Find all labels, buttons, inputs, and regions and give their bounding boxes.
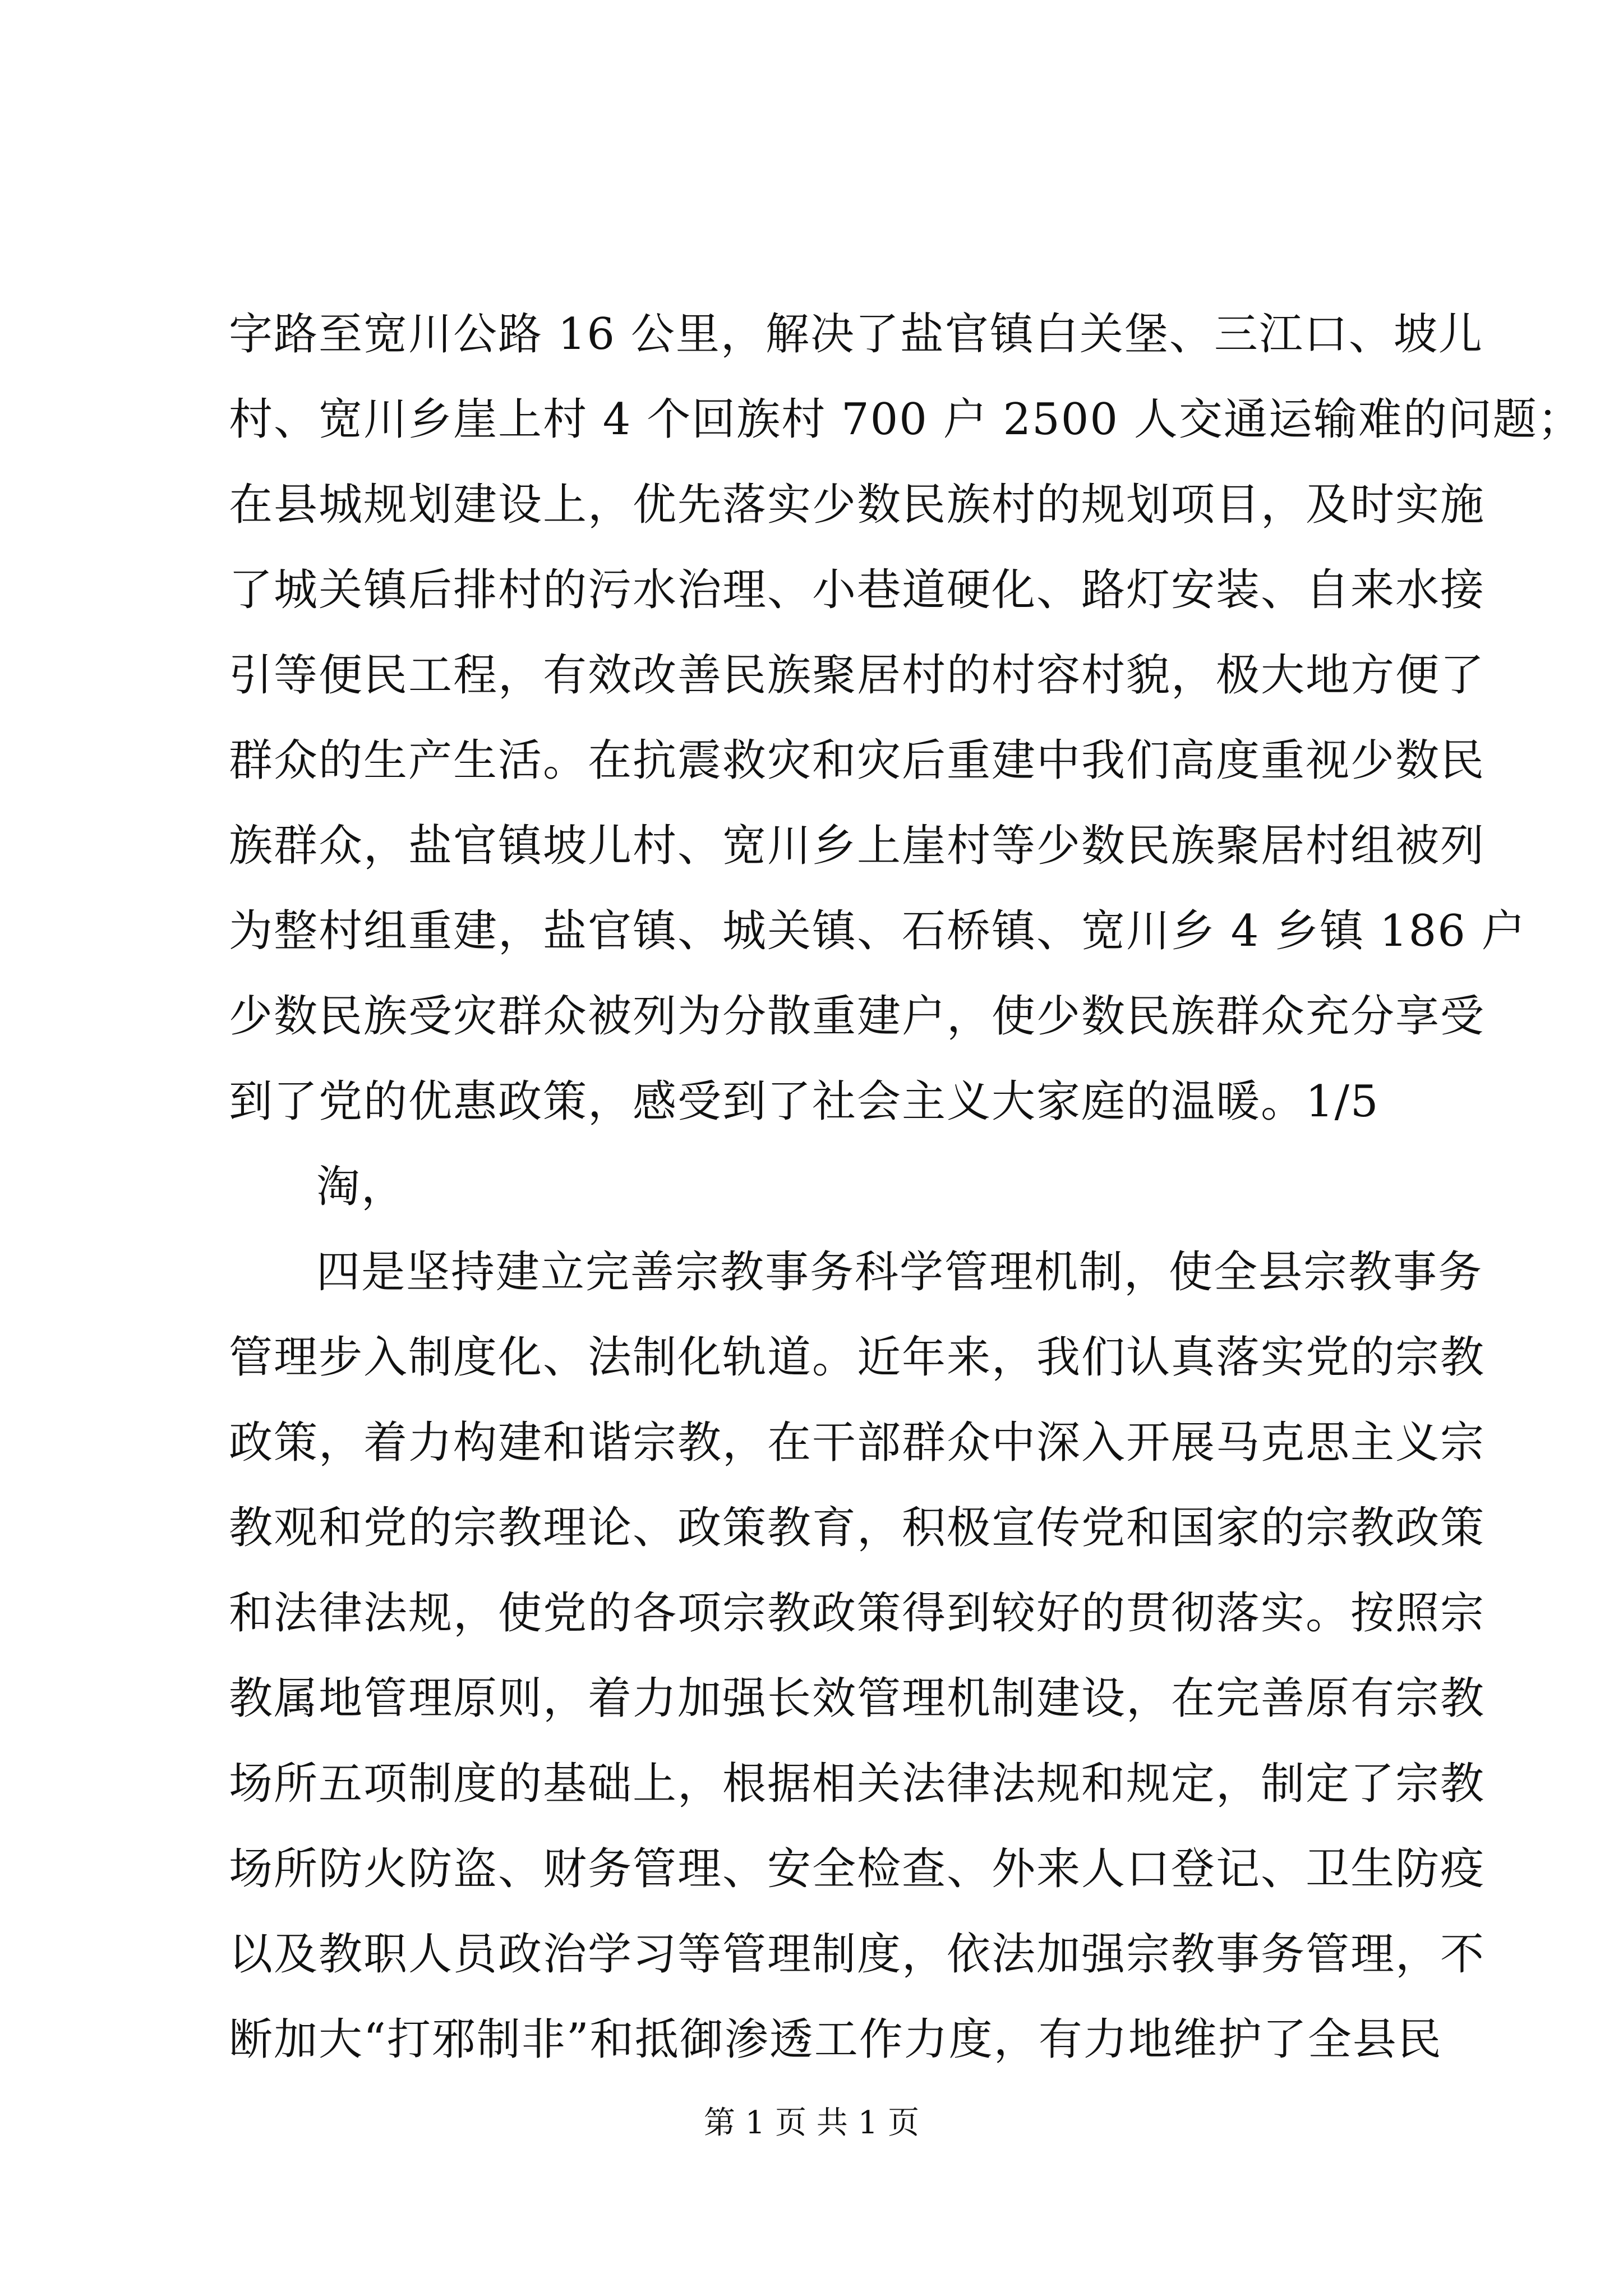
text-line: 以及教职人员政治学习等管理制度，依法加强宗教事务管理，不 [229,1929,1486,1980]
text-line: 到了党的优惠政策，感受到了社会主义大家庭的温暖。1/5 [229,1076,1380,1127]
text-line: 场所五项制度的基础上，根据相关法律法规和规定，制定了宗教 [229,1759,1486,1809]
text-line: 管理步入制度化、法制化轨道。近年来，我们认真落实党的宗教 [229,1332,1486,1383]
text-line: 断加大“打邪制非”和抵御渗透工作力度，有力地维护了全县民 [229,2014,1442,2065]
paragraph-start-line: 四是坚持建立完善宗教事务科学管理机制，使全县宗教事务 [316,1247,1483,1297]
text-line: 村、宽川乡崖上村 4 个回族村 700 户 2500 人交通运输难的问题； [229,394,1583,445]
text-line: 教观和党的宗教理论、政策教育，积极宣传党和国家的宗教政策 [229,1503,1486,1553]
text-line: 少数民族受灾群众被列为分散重建户，使少数民族群众充分享受 [229,991,1486,1042]
text-line: 了城关镇后排村的污水治理、小巷道硬化、路灯安装、自来水接 [229,565,1486,615]
text-line: 字路至宽川公路 16 公里，解决了盐官镇白关堡、三江口、坡儿 [229,309,1483,360]
text-line: 和法律法规，使党的各项宗教政策得到较好的贯彻落实。按照宗 [229,1588,1486,1639]
text-line: 为整村组重建，盐官镇、城关镇、石桥镇、宽川乡 4 乡镇 186 户 [229,906,1527,956]
text-line: 政策，着力构建和谐宗教，在干部群众中深入开展马克思主义宗 [229,1418,1486,1468]
text-line: 族群众，盐官镇坡儿村、宽川乡上崖村等少数民族聚居村组被列 [229,821,1486,871]
text-line: 淘， [316,1162,407,1212]
text-line: 引等便民工程，有效改善民族聚居村的村容村貌，极大地方便了 [229,650,1486,701]
document-body [229,292,1583,2082]
text-line: 教属地管理原则，着力加强长效管理机制建设，在完善原有宗教 [229,1673,1486,1724]
text-line: 群众的生产生活。在抗震救灾和灾后重建中我们高度重视少数民 [229,735,1486,786]
page-footer: 第 1 页 共 1 页 [703,2105,920,2141]
text-line: 场所防火防盗、财务管理、安全检查、外来人口登记、卫生防疫 [229,1844,1486,1894]
text-line: 在县城规划建设上，优先落实少数民族村的规划项目，及时实施 [229,480,1486,530]
